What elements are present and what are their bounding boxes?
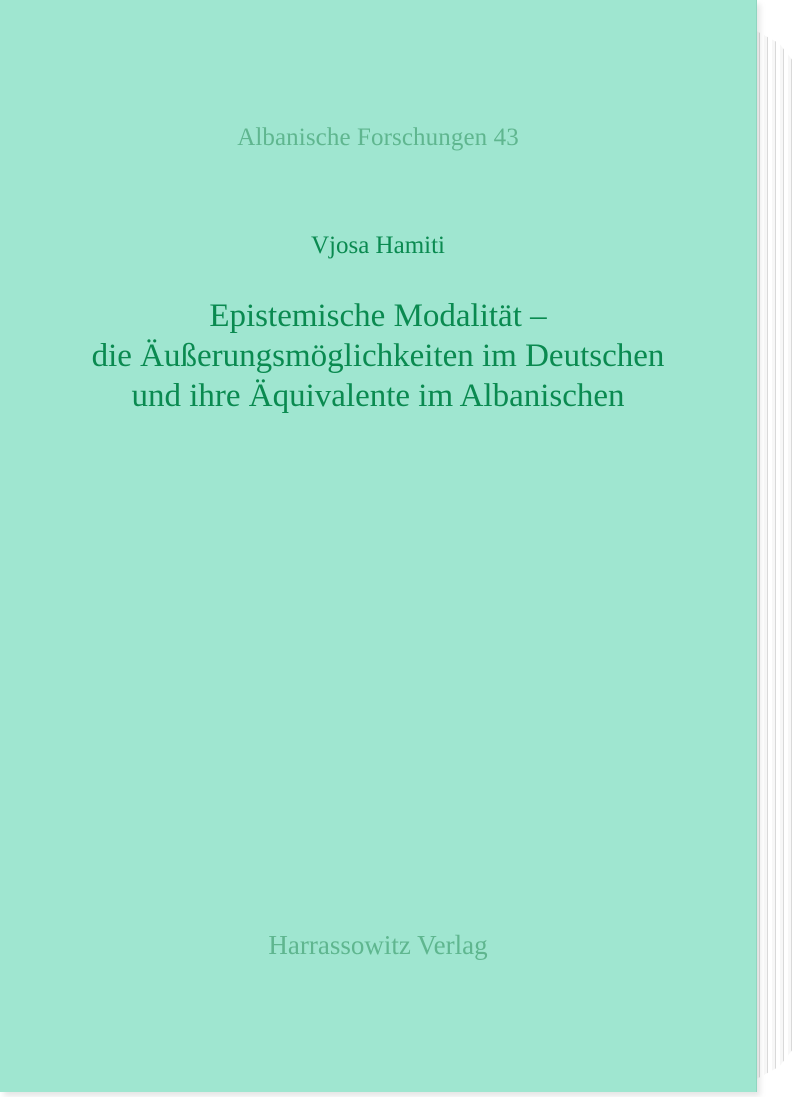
book-title-line-2: die Äußerungsmöglichkeiten im Deutschen	[91, 338, 665, 374]
book-title-line-3: und ihre Äquivalente im Albanischen	[131, 378, 625, 414]
series-title: Albanische Forschungen 43	[237, 124, 519, 151]
book-title	[0, 296, 756, 416]
book-title-line-1: Epistemische Modalität –	[209, 298, 547, 334]
publisher-name: Harrassowitz Verlag	[268, 930, 488, 960]
author-name: Vjosa Hamiti	[310, 232, 445, 259]
